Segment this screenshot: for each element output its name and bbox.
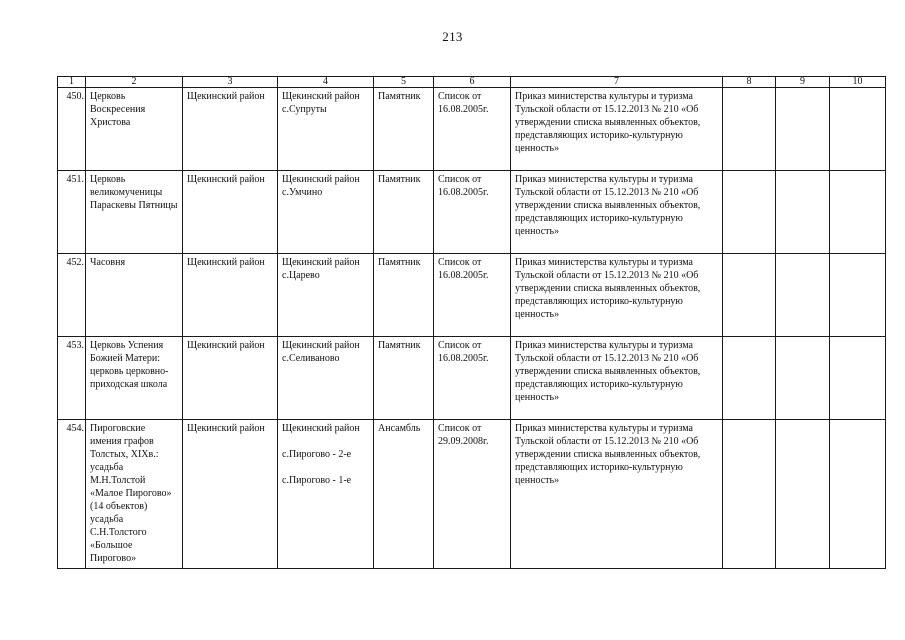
location (278, 171, 374, 254)
column-number: 6 (434, 77, 511, 88)
row-number: 454. (58, 420, 86, 569)
location (278, 337, 374, 420)
location-line: Щекинский район (282, 423, 360, 434)
location-line: с.Пирогово - 1-е (282, 475, 352, 486)
column-number: 10 (830, 77, 886, 88)
column-number: 4 (278, 77, 374, 88)
column-number: 3 (183, 77, 278, 88)
location (278, 254, 374, 337)
heritage-registry-table (57, 76, 886, 569)
table-row (58, 254, 886, 337)
district: Щекинский район (183, 254, 278, 337)
column-number: 5 (374, 77, 434, 88)
empty-cell (830, 420, 886, 569)
empty-cell (723, 337, 776, 420)
column-number: 1 (58, 77, 86, 88)
empty-cell (830, 254, 886, 337)
table-row (58, 171, 886, 254)
column-number: 2 (86, 77, 183, 88)
empty-cell (723, 420, 776, 569)
category: Ансамбль (374, 420, 434, 569)
table-row (58, 337, 886, 420)
column-number-row (58, 77, 886, 88)
location-line: Щекинский район с.Умчино (282, 174, 360, 198)
location-line: Щекинский район с.Селиваново (282, 340, 360, 364)
location (278, 88, 374, 171)
row-number: 452. (58, 254, 86, 337)
object-name: Часовня (86, 254, 183, 337)
list-date: Список от 16.08.2005г. (434, 88, 511, 171)
row-number: 451. (58, 171, 86, 254)
page-number: 213 (442, 29, 463, 44)
column-number: 9 (776, 77, 830, 88)
list-date: Список от 29.09.2008г. (434, 420, 511, 569)
location-line: Щекинский район с.Царево (282, 257, 360, 281)
category: Памятник (374, 254, 434, 337)
empty-cell (776, 254, 830, 337)
empty-cell (776, 420, 830, 569)
row-number: 450. (58, 88, 86, 171)
location (278, 420, 374, 569)
table-row (58, 420, 886, 569)
empty-cell (723, 171, 776, 254)
empty-cell (776, 171, 830, 254)
row-number: 453. (58, 337, 86, 420)
empty-cell (830, 337, 886, 420)
empty-cell (723, 254, 776, 337)
column-number: 7 (511, 77, 723, 88)
empty-cell (776, 88, 830, 171)
district: Щекинский район (183, 420, 278, 569)
empty-cell (830, 171, 886, 254)
district: Щекинский район (183, 88, 278, 171)
list-date: Список от 16.08.2005г. (434, 254, 511, 337)
empty-cell (723, 88, 776, 171)
empty-cell (776, 337, 830, 420)
legal-order: Приказ министерства культуры и туризма Тульской области от 15.12.2013 № 210 «Об утверждении списка выявленных объектов, представляющих историко-культурную ценность» (511, 337, 723, 420)
category: Памятник (374, 171, 434, 254)
district: Щекинский район (183, 337, 278, 420)
list-date: Список от 16.08.2005г. (434, 171, 511, 254)
object-name: Церковь Успения Божией Матери: церковь церковно-приходская школа (86, 337, 183, 420)
legal-order: Приказ министерства культуры и туризма Тульской области от 15.12.2013 № 210 «Об утверждении списка выявленных объектов, представляющих историко-культурную ценность» (511, 420, 723, 569)
legal-order: Приказ министерства культуры и туризма Тульской области от 15.12.2013 № 210 «Об утверждении списка выявленных объектов, представляющих историко-культурную ценность» (511, 171, 723, 254)
table-row (58, 88, 886, 171)
district: Щекинский район (183, 171, 278, 254)
location-line: Щекинский район с.Супруты (282, 91, 360, 115)
object-name: Пироговские имения графов Толстых, XIXв.: усадьба М.Н.Толстой «Малое Пирогово» (14 объектов) усадьба С.Н.Толстого «Большое Пирогово» (86, 420, 183, 569)
column-number: 8 (723, 77, 776, 88)
category: Памятник (374, 337, 434, 420)
legal-order: Приказ министерства культуры и туризма Тульской области от 15.12.2013 № 210 «Об утверждении списка выявленных объектов, представляющих историко-культурную ценность» (511, 254, 723, 337)
empty-cell (830, 88, 886, 171)
object-name: Церковь Воскресения Христова (86, 88, 183, 171)
legal-order: Приказ министерства культуры и туризма Тульской области от 15.12.2013 № 210 «Об утверждении списка выявленных объектов, представляющих историко-культурную ценность» (511, 88, 723, 171)
category: Памятник (374, 88, 434, 171)
object-name: Церковь великомученицы Параскевы Пятницы (86, 171, 183, 254)
list-date: Список от 16.08.2005г. (434, 337, 511, 420)
location-line: с.Пирогово - 2-е (282, 449, 352, 460)
